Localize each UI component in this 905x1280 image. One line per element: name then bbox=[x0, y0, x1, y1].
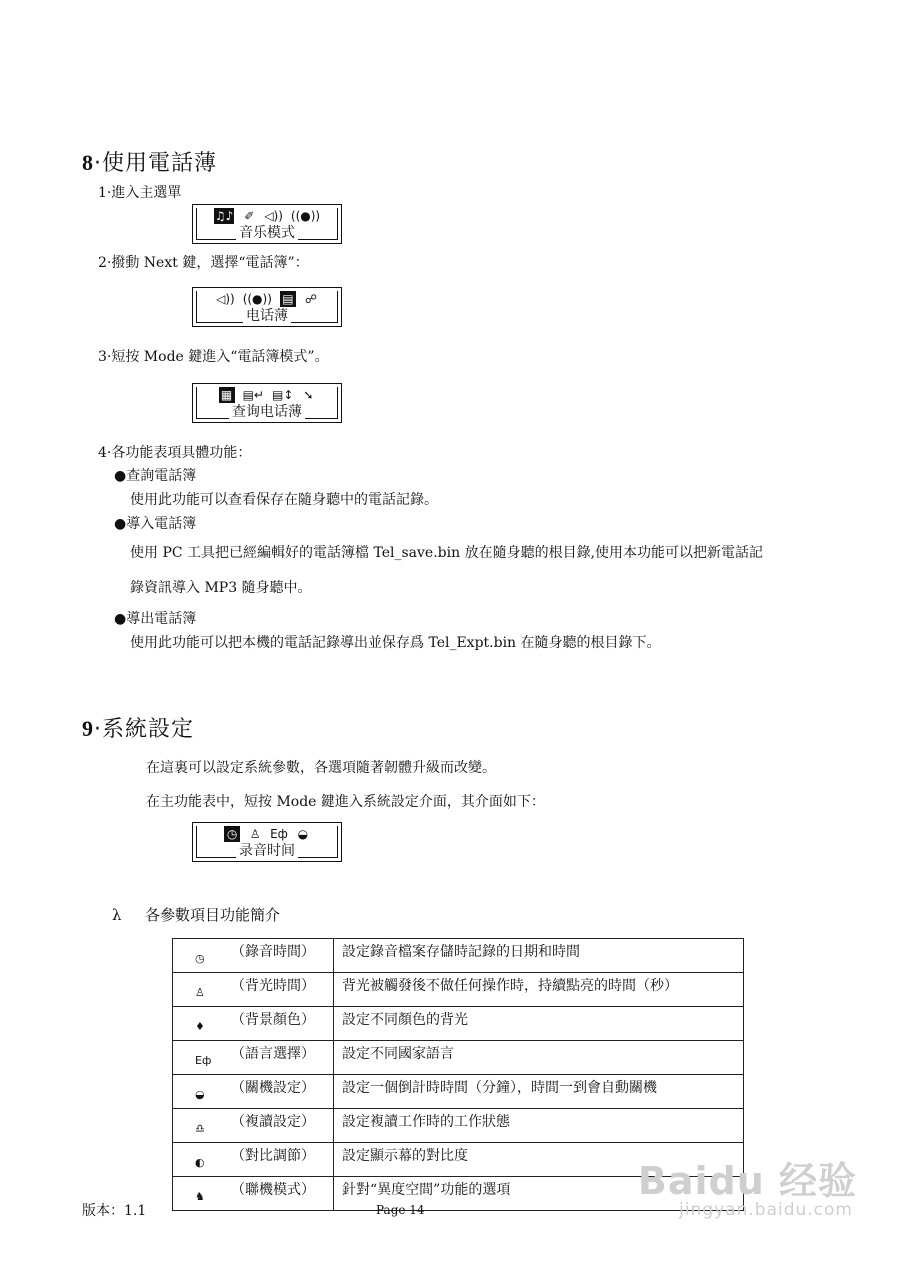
power-icon: ◒ bbox=[297, 827, 309, 841]
row-label: （錄音時間） bbox=[231, 944, 315, 960]
baidu-watermark-url: jingyan.baidu.com bbox=[679, 1200, 853, 1220]
system-para-1: 在這裏可以設定系統參數，各選項隨著韌體升級而改變。 bbox=[146, 760, 496, 776]
backlight-icon: ♙ bbox=[195, 986, 205, 999]
section-8-heading bbox=[82, 146, 217, 177]
language-icon: Eф bbox=[270, 827, 288, 841]
row-label: （聯機模式） bbox=[231, 1182, 315, 1198]
row-desc: 設定錄音檔案存儲時記錄的日期和時間 bbox=[334, 939, 744, 973]
speaker-icon: ◁)) bbox=[264, 209, 283, 223]
background-color-icon: ♦ bbox=[195, 1020, 205, 1033]
section-9-number: 9 bbox=[82, 716, 94, 741]
row-desc: 設定一個倒計時時間（分鐘），時間一到會自動關機 bbox=[334, 1075, 744, 1109]
row-desc: 設定不同顏色的背光 bbox=[334, 1007, 744, 1041]
parameters-subheading: 各參數項目功能簡介 bbox=[145, 906, 281, 924]
connect-mode-icon: ♞ bbox=[195, 1190, 205, 1203]
lcd-phonebook bbox=[192, 287, 342, 327]
search-book-icon: ▦ bbox=[219, 387, 235, 403]
step-1: 1·進入主選單 bbox=[98, 185, 182, 201]
item-import-desc-2: 錄資訊導入 MP3 隨身聽中。 bbox=[130, 580, 312, 596]
step-3: 3·短按 Mode 鍵進入“電話簿模式”。 bbox=[98, 349, 329, 365]
item-import-title: ●導入電話簿 bbox=[114, 516, 197, 532]
speaker-icon: ◁)) bbox=[216, 292, 235, 306]
lcd-phonebook-mode bbox=[192, 383, 342, 423]
section-8-number: 8 bbox=[82, 150, 94, 175]
row-desc: 設定複讀工作時的工作狀態 bbox=[334, 1109, 744, 1143]
network-icon: ☍ bbox=[304, 292, 317, 306]
table-row bbox=[173, 1007, 744, 1041]
step-2: 2·撥動 Next 鍵，選擇“電話簿”： bbox=[98, 255, 309, 271]
row-desc: 背光被觸發後不做任何操作時，持續點亮的時間（秒） bbox=[334, 973, 744, 1007]
footer-version: 版本：1.1 bbox=[82, 1203, 147, 1219]
arrow-icon: ➘ bbox=[303, 388, 314, 402]
lcd-caption: 电话薄 bbox=[243, 308, 291, 324]
lcd-caption: 查询电话薄 bbox=[229, 404, 305, 420]
section-8-title: ·使用電話薄 bbox=[94, 151, 217, 176]
backlight-icon: ♙ bbox=[249, 827, 261, 841]
table-row bbox=[173, 973, 744, 1007]
table-row bbox=[173, 1109, 744, 1143]
music-icon: ♫♪ bbox=[214, 209, 234, 223]
lcd-caption: 录音时间 bbox=[236, 843, 298, 859]
row-label: （背景顏色） bbox=[231, 1012, 315, 1028]
lcd-main-menu bbox=[192, 204, 342, 244]
lcd-caption: 音乐模式 bbox=[236, 225, 298, 241]
section-9-title: ·系統設定 bbox=[94, 717, 194, 742]
row-label: （關機設定） bbox=[231, 1080, 315, 1096]
baidu-watermark-logo: Baidu 经验 bbox=[637, 1159, 857, 1203]
row-desc: 設定顯示幕的對比度 bbox=[334, 1143, 744, 1177]
item-query-desc: 使用此功能可以查看保存在隨身聽中的電話記錄。 bbox=[130, 492, 438, 508]
row-label: （語言選擇） bbox=[231, 1046, 315, 1062]
row-desc: 設定不同國家語言 bbox=[334, 1041, 744, 1075]
footer-page: Page 14 bbox=[376, 1203, 425, 1217]
step-4: 4·各功能表項具體功能： bbox=[98, 445, 252, 461]
table-row bbox=[173, 1075, 744, 1109]
phonebook-icon: ▤ bbox=[280, 291, 296, 307]
repeat-icon: ♎ bbox=[195, 1122, 205, 1135]
row-label: （背光時間） bbox=[231, 978, 315, 994]
item-export-desc: 使用此功能可以把本機的電話記錄導出並保存爲 Tel_Expt.bin 在隨身聽的根目錄下。 bbox=[130, 635, 661, 651]
export-icon: ▤↕ bbox=[272, 388, 294, 402]
row-label: （複讀設定） bbox=[231, 1114, 315, 1130]
pen-icon: ✐ bbox=[244, 209, 255, 223]
lcd-icon-row bbox=[193, 208, 341, 224]
system-para-2: 在主功能表中，短按 Mode 鍵進入系統設定介面，其介面如下： bbox=[146, 794, 545, 810]
row-label: （對比調節） bbox=[231, 1148, 315, 1164]
item-query-title: ●查詢電話簿 bbox=[114, 468, 197, 484]
radio-icon: ((●)) bbox=[290, 209, 321, 223]
lcd-icon-row bbox=[193, 387, 341, 403]
radio-icon: ((●)) bbox=[242, 292, 272, 306]
import-icon: ▤↵ bbox=[242, 388, 264, 402]
item-export-title: ●導出電話簿 bbox=[114, 611, 197, 627]
section-9-heading bbox=[82, 712, 194, 743]
item-import-desc: 使用 PC 工具把已經編輯好的電話簿檔 Tel_save.bin 放在隨身聽的根目錄,使用本功能可以把新電話記 bbox=[130, 545, 764, 561]
lcd-icon-row bbox=[193, 291, 341, 307]
lambda-bullet: λ bbox=[112, 906, 122, 924]
contrast-icon: ◐ bbox=[195, 1156, 205, 1169]
clock-icon: ◷ bbox=[224, 826, 240, 842]
language-icon: Eф bbox=[195, 1054, 212, 1067]
table-row bbox=[173, 939, 744, 973]
record-time-icon: ◷ bbox=[195, 952, 205, 965]
row-desc: 針對“異度空間”功能的選項 bbox=[334, 1177, 744, 1211]
table-row bbox=[173, 1041, 744, 1075]
power-off-icon: ◒ bbox=[195, 1088, 205, 1101]
lcd-icon-row bbox=[193, 826, 341, 842]
lcd-system-settings bbox=[192, 822, 342, 862]
